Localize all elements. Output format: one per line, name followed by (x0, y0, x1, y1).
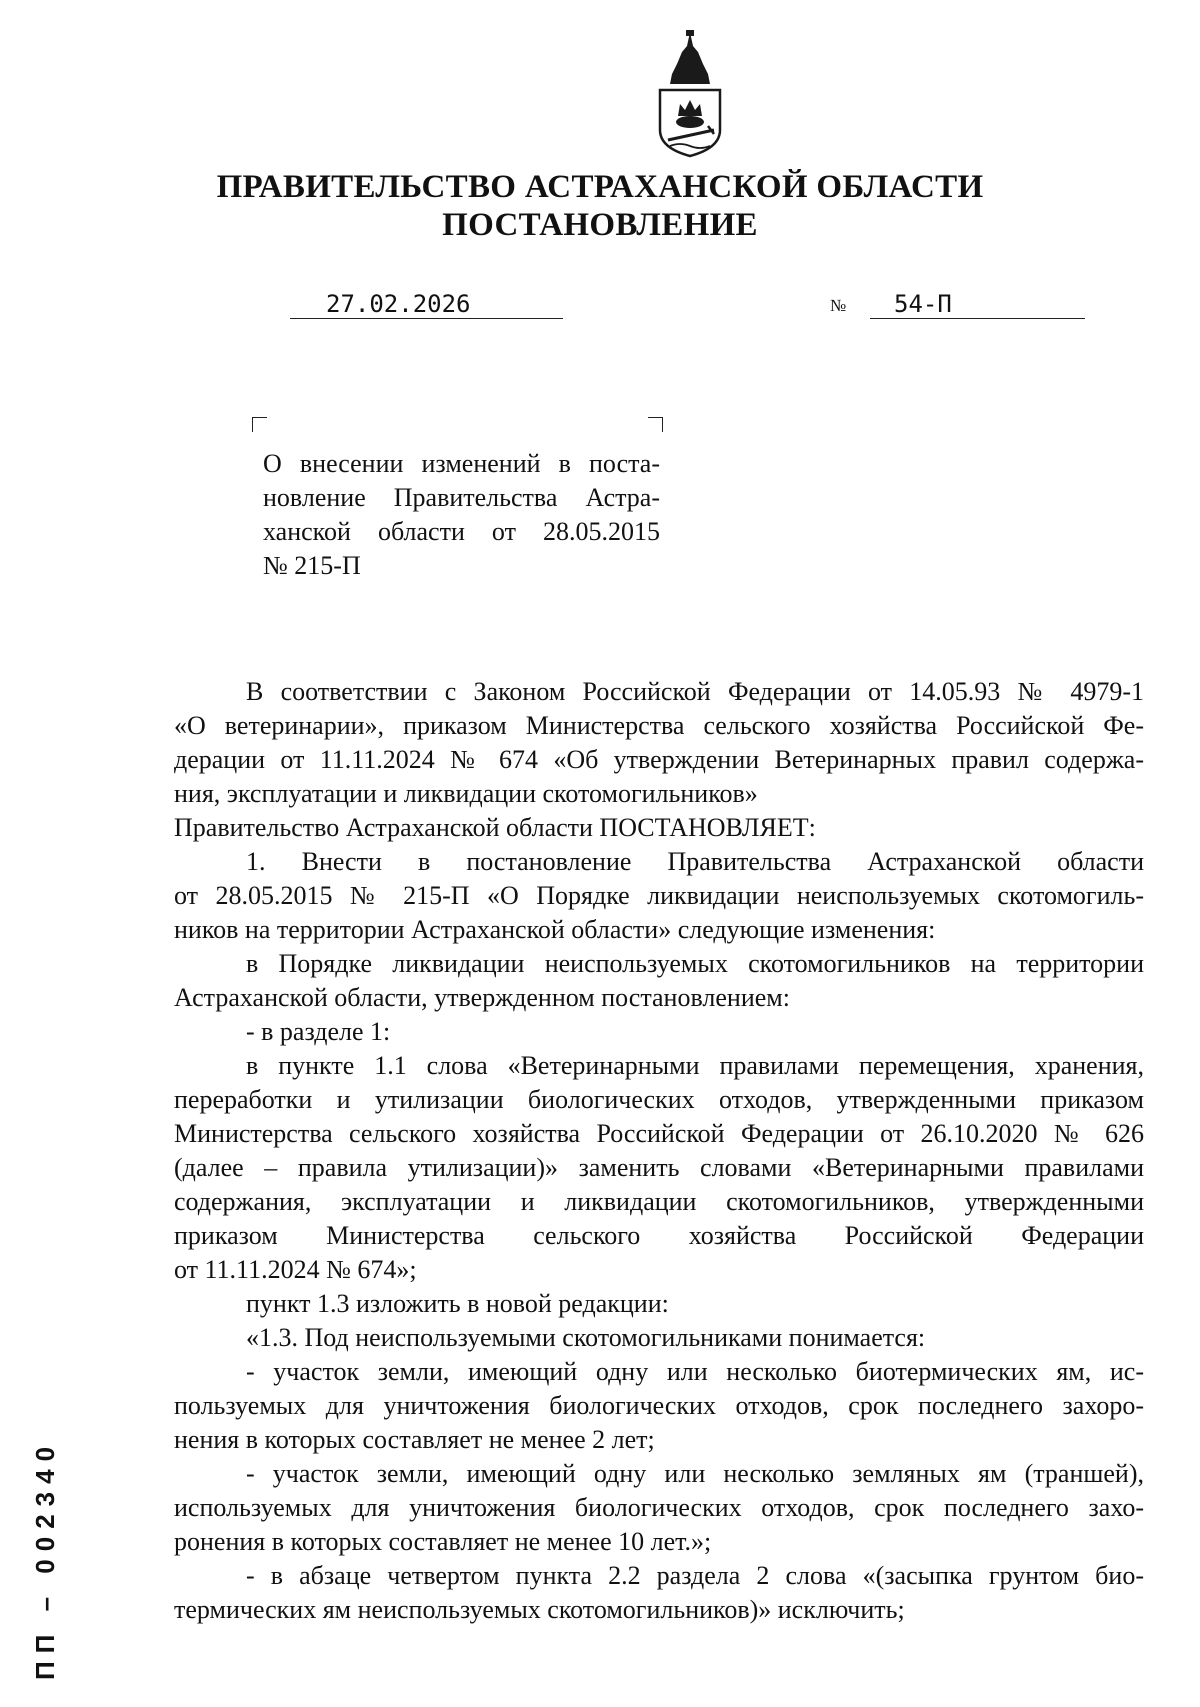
number-sign: № (830, 296, 847, 315)
text-line: Министерства сельского хозяйства Российской Федерации от 26.10.2020 № 626 (174, 1119, 1144, 1148)
subject-line: О внесении изменений в поста- (263, 449, 660, 478)
text-line: 1. Внести в постановление Правительства Астраханской области (246, 847, 1144, 876)
side-registration-code: ПП – 002340 (30, 1438, 60, 1680)
text-line: - участок земли, имеющий одну или несколько биотермических ям, ис- (246, 1357, 1144, 1386)
text-line: содержания, эксплуатации и ликвидации скотомогильников, утвержденными (174, 1187, 1144, 1216)
text-line: пользуемых для уничтожения биологических отходов, срок последнего захоро- (174, 1391, 1144, 1420)
text-line: в пункте 1.1 слова «Ветеринарными правилами перемещения, хранения, (246, 1051, 1144, 1080)
text-line: (далее – правила утилизации)» заменить словами «Ветеринарными правилами (174, 1153, 1144, 1182)
text-line: используемых для уничтожения биологических отходов, срок последнего захо- (174, 1493, 1144, 1522)
text-line: нения в которых составляет не менее 2 лет; (174, 1425, 655, 1454)
resolves-line (174, 811, 1144, 845)
text-line: ния, эксплуатации и ликвидации скотомогильников» (174, 779, 758, 808)
text-line: термических ям неиспользуемых скотомогильников)» исключить; (174, 1595, 905, 1624)
text-line: пункт 1.3 изложить в новой редакции: (246, 1289, 669, 1318)
text-line: - в разделе 1: (246, 1017, 391, 1046)
point-1-3-definition (174, 1321, 1144, 1355)
text-line: - в абзаце четвертом пункта 2.2 раздела 2 слова «(засыпка грунтом био- (246, 1561, 1144, 1590)
preamble-paragraph (174, 675, 1144, 811)
subject-line: № 215-П (263, 551, 361, 580)
text-line: Астраханской области, утвержденном постановлением: (174, 983, 790, 1012)
text-line: «О ветеринарии», приказом Министерства сельского хозяйства Российской Фе- (174, 711, 1144, 740)
point-2-2-paragraph (174, 1559, 1144, 1627)
government-name: ПРАВИТЕЛЬСТВО АСТРАХАНСКОЙ ОБЛАСТИ (216, 169, 984, 205)
subject-corner-right (648, 417, 663, 432)
point-1-3-item-b (174, 1457, 1144, 1559)
text-line: переработки и утилизации биологических отходов, утвержденными приказом (174, 1085, 1144, 1114)
section-1-heading (174, 1015, 1144, 1049)
text-line: от 11.11.2024 № 674»; (174, 1255, 417, 1284)
text-line: в Порядке ликвидации неиспользуемых скотомогильников на территории (246, 949, 1144, 978)
point-1-3-item-a (174, 1355, 1144, 1457)
document-date: 27.02.2026 (326, 290, 471, 318)
order-paragraph (174, 947, 1144, 1015)
item-1-paragraph (174, 845, 1144, 947)
date-field (290, 290, 563, 319)
document-number: 54-П (894, 290, 952, 318)
text-line: В соответствии с Законом Российской Федерации от 14.05.93 № 4979-1 (246, 677, 1144, 706)
number-field (870, 290, 1085, 319)
text-line: Правительство Астраханской области ПОСТАНОВЛЯЕТ: (174, 813, 816, 842)
coat-of-arms-emblem (648, 30, 732, 160)
subject-block (263, 447, 660, 583)
subject-corner-left (252, 417, 267, 432)
point-1-1-paragraph (174, 1049, 1144, 1287)
text-line: дерации от 11.11.2024 № 674 «Об утверждении Ветеринарных правил содержа- (174, 745, 1144, 774)
text-line: приказом Министерства сельского хозяйства Российской Федерации (174, 1221, 1144, 1250)
text-line: - участок земли, имеющий одну или несколько земляных ям (траншей), (246, 1459, 1144, 1488)
text-line: ников на территории Астраханской области» следующие изменения: (174, 915, 936, 944)
subject-line: ханской области от 28.05.2015 (263, 517, 660, 546)
text-line: от 28.05.2015 № 215-П «О Порядке ликвидации неиспользуемых скотомогиль- (174, 881, 1144, 910)
document-body (174, 675, 1144, 1627)
subject-line: новление Правительства Астра- (263, 483, 660, 512)
document-type: ПОСТАНОВЛЕНИЕ (442, 207, 758, 243)
point-1-3-intro (174, 1287, 1144, 1321)
text-line: «1.3. Под неиспользуемыми скотомогильниками понимается: (246, 1323, 926, 1352)
text-line: ронения в которых составляет не менее 10 лет.»; (174, 1527, 712, 1556)
